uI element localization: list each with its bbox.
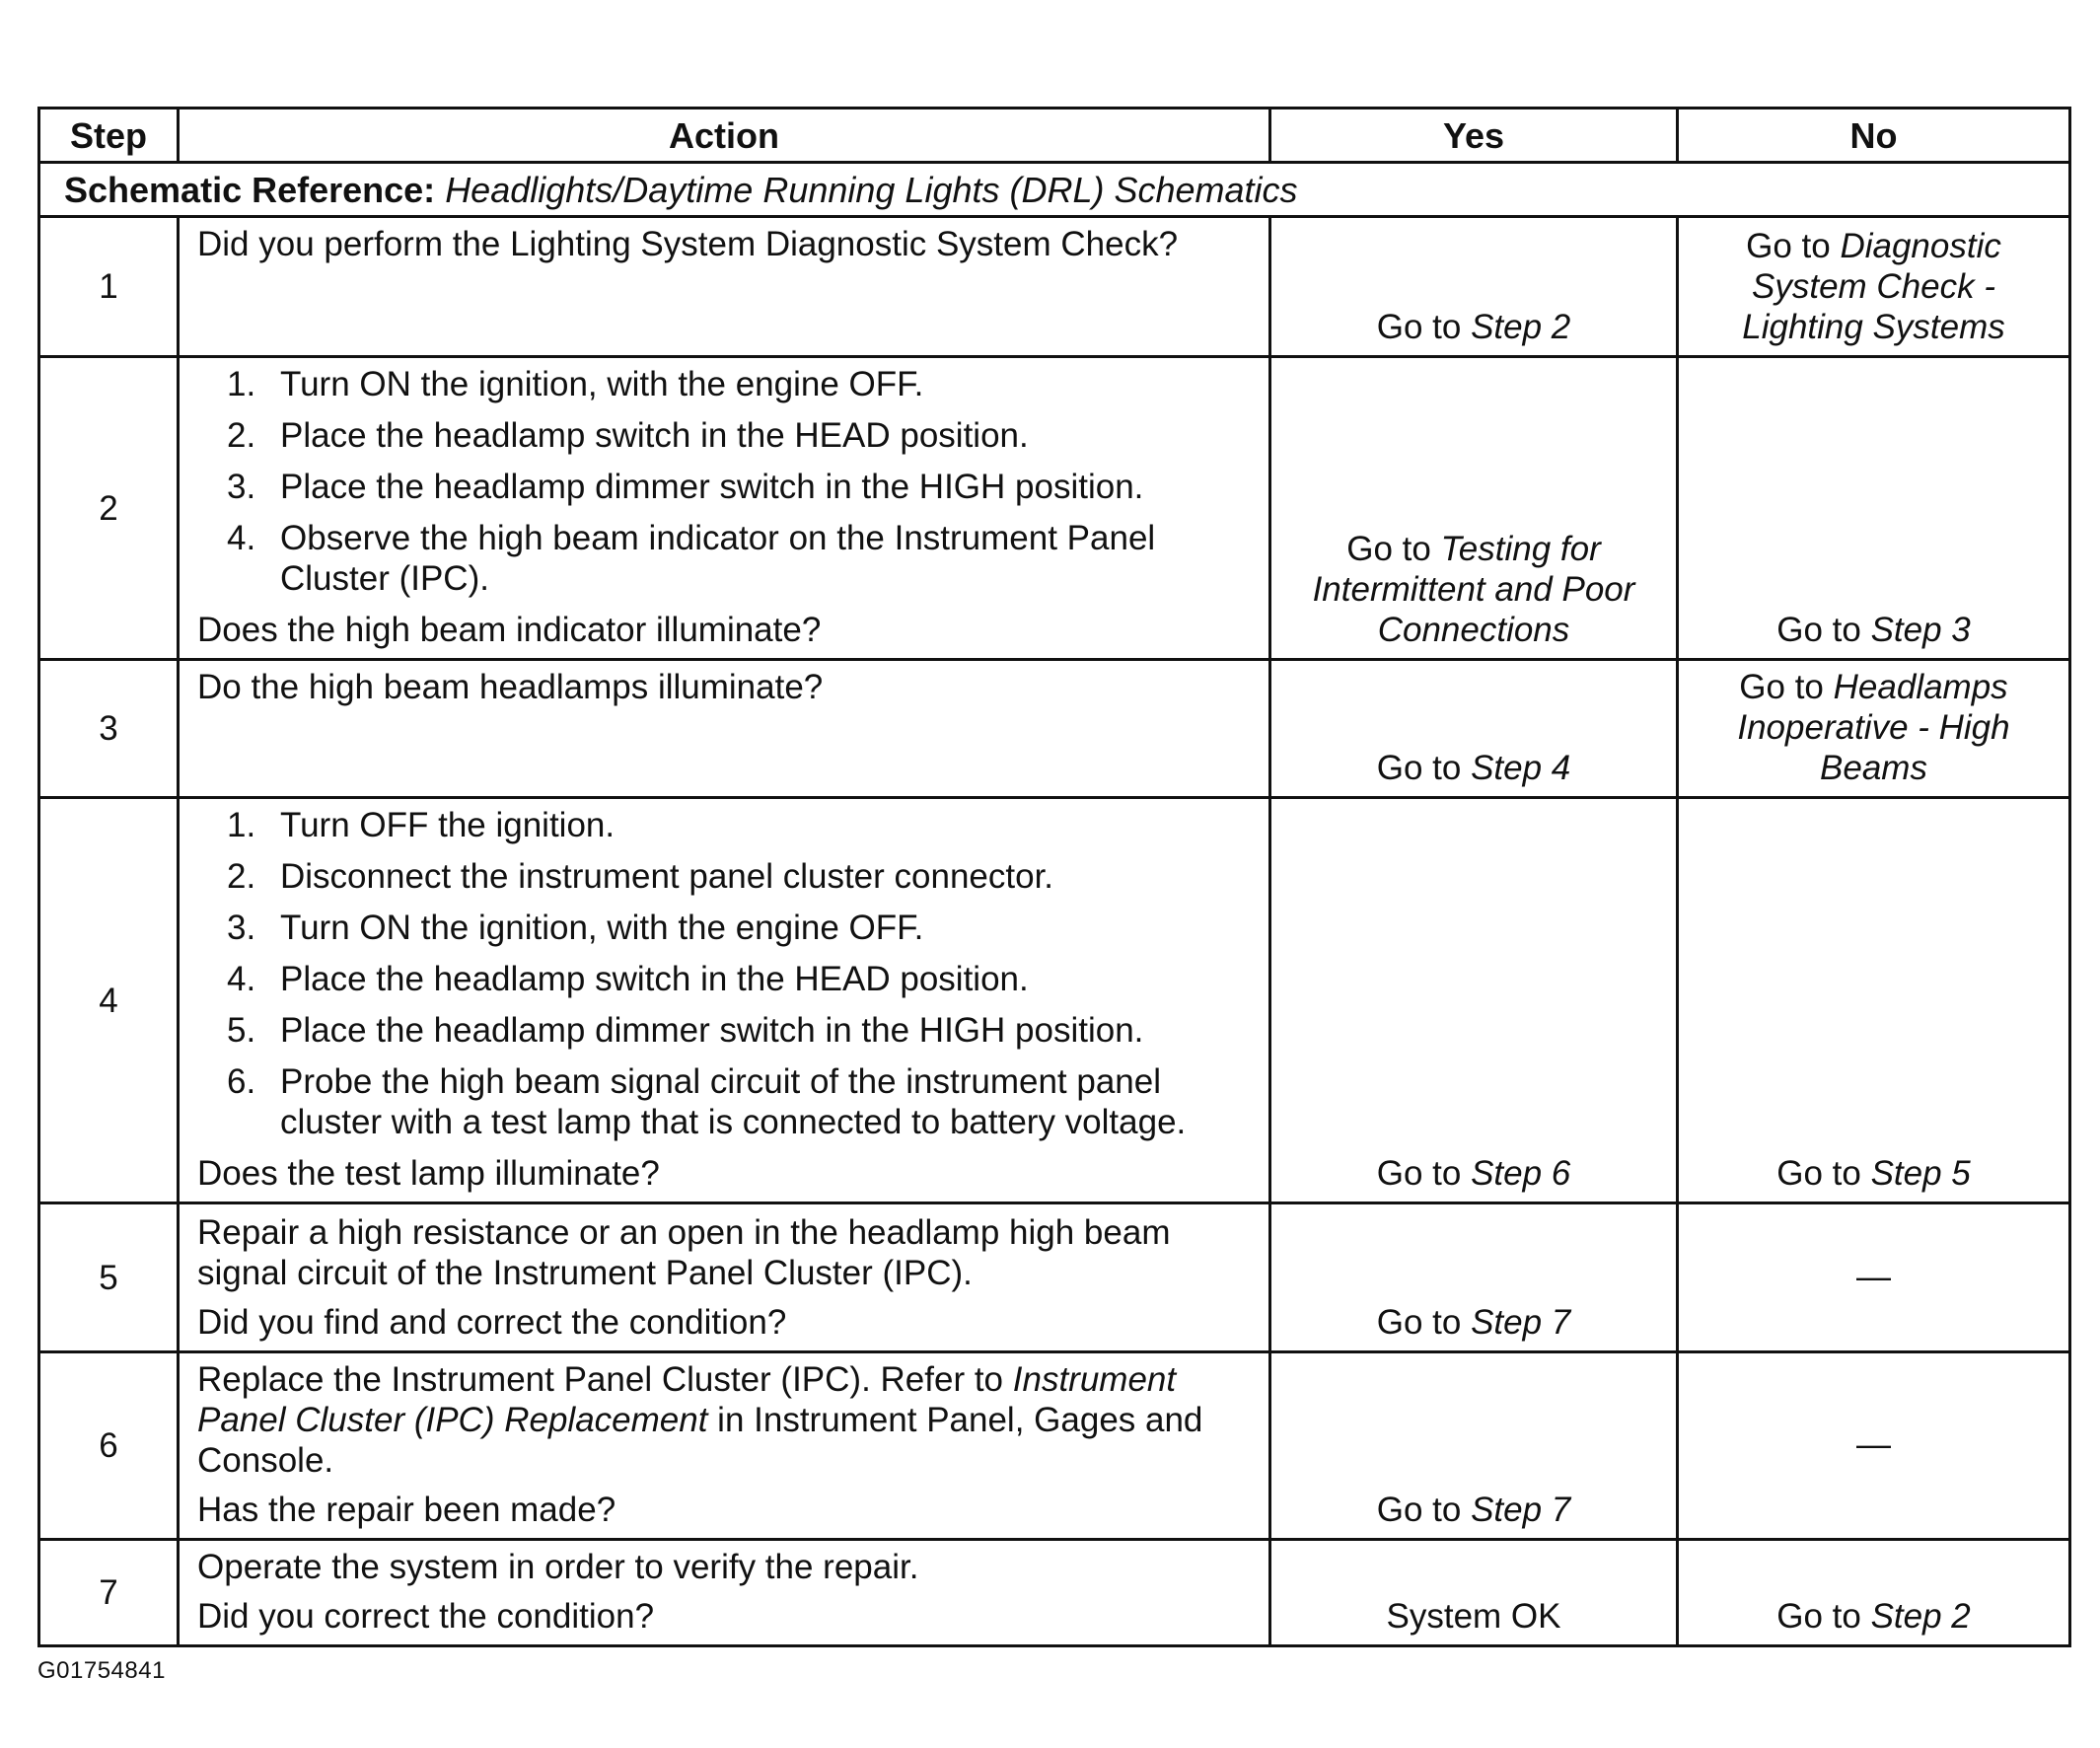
yes-reference: Step 7 [1471,1303,1571,1342]
substep-text: Place the headlamp dimmer switch in the HIGH position. [280,468,1144,506]
action-question: Has the repair been made? [197,1491,616,1529]
substep-text: Probe the high beam signal circuit of the instrument panel cluster with a test lamp that is connected to battery voltage. [280,1062,1187,1141]
no-cell [1678,217,2070,357]
action-cell [179,217,1270,357]
no-reference: Headlamps Inoperative - High Beams [1737,668,2010,787]
yes-prefix: Go to [1376,1303,1462,1342]
action-instruction: Operate the system in order to verify the repair. [197,1548,919,1586]
substep-number: 1. [227,365,256,403]
yes-cell [1270,217,1678,357]
header-step: Step [39,109,179,163]
action-question: Did you correct the condition? [197,1597,655,1636]
substep-number: 4. [227,519,256,557]
yes-cell [1270,660,1678,798]
yes-cell [1270,1203,1678,1352]
no-reference: Step 2 [1870,1597,1971,1636]
action-instruction [197,1359,1259,1481]
schematic-reference-label: Schematic Reference: [64,169,436,210]
substep-list [197,364,1259,599]
no-cell [1678,798,2070,1203]
step-number: 1 [39,217,179,357]
yes-reference: Step 2 [1471,308,1571,346]
no-reference: Step 3 [1870,611,1971,649]
substep-text: Place the headlamp dimmer switch in the HIGH position. [280,1011,1144,1050]
action-cell [179,660,1270,798]
table-row [39,798,2070,1203]
yes-prefix: Go to [1376,1154,1462,1193]
schematic-reference-value: Headlights/Daytime Running Lights (DRL) Schematics [445,169,1298,210]
substep [197,908,1259,948]
substep [197,805,1259,845]
substep-text: Disconnect the instrument panel cluster connector. [280,857,1054,896]
step-number: 7 [39,1540,179,1646]
yes-cell [1270,798,1678,1203]
substep-text: Observe the high beam indicator on the Instrument Panel Cluster (IPC). [280,519,1156,598]
substep [197,1010,1259,1051]
step-number: 2 [39,357,179,660]
step-number: 6 [39,1352,179,1540]
table-row [39,1352,2070,1540]
no-dash: — [1856,1425,1891,1464]
figure-code: G01754841 [37,1657,166,1684]
yes-cell [1270,357,1678,660]
substep-number: 3. [227,909,256,947]
spacer [197,1587,1259,1596]
header-yes: Yes [1270,109,1678,163]
yes-prefix: Go to [1346,530,1431,568]
table-row [39,660,2070,798]
schematic-reference [39,163,2070,217]
substep-number: 4. [227,960,256,998]
yes-cell [1270,1352,1678,1540]
table-row [39,1203,2070,1352]
substep-number: 2. [227,416,256,455]
yes-cell [1270,1540,1678,1646]
table-row [39,1540,2070,1646]
instruction-text: in Instrument Panel, Gages and Console. [197,1401,1203,1480]
yes-prefix: Go to [1376,1491,1462,1529]
instruction-text: Replace the Instrument Panel Cluster (IPC). Refer to [197,1360,1013,1399]
substep [197,467,1259,507]
yes-reference: Step 6 [1471,1154,1571,1193]
substep-number: 5. [227,1011,256,1050]
action-instruction: Repair a high resistance or an open in the headlamp high beam signal circuit of the Instrument Panel Cluster (IPC). [197,1213,1171,1292]
substep-text: Turn ON the ignition, with the engine OFF. [280,365,924,403]
header-row [39,109,2070,163]
substep [197,364,1259,404]
substep [197,856,1259,897]
substep [197,1061,1259,1142]
substep-number: 6. [227,1062,256,1101]
substep-number: 1. [227,806,256,844]
no-prefix: Go to [1776,1154,1861,1193]
action-question: Does the high beam indicator illuminate? [197,611,822,649]
yes-reference: Step 4 [1471,749,1571,787]
action-cell [179,798,1270,1203]
yes-result: System OK [1386,1597,1561,1636]
substep [197,518,1259,599]
substep-text: Place the headlamp switch in the HEAD position. [280,416,1029,455]
no-reference: Diagnostic System Check - Lighting Systems [1742,227,2005,346]
step-number: 4 [39,798,179,1203]
substep-text: Turn ON the ignition, with the engine OFF. [280,909,924,947]
schematic-reference-row [39,163,2070,217]
header-action: Action [179,109,1270,163]
diagnostic-table [37,107,2071,1647]
substep-number: 3. [227,468,256,506]
diagnostic-table-container [37,107,2068,1647]
no-cell [1678,1352,2070,1540]
no-cell [1678,357,2070,660]
substep [197,415,1259,456]
header-no: No [1678,109,2070,163]
yes-reference: Step 7 [1471,1491,1571,1529]
yes-prefix: Go to [1376,308,1462,346]
action-question: Did you find and correct the condition? [197,1303,787,1342]
substep-text: Place the headlamp switch in the HEAD position. [280,960,1029,998]
substep [197,959,1259,999]
substep-list [197,805,1259,1142]
yes-prefix: Go to [1376,749,1462,787]
substep-text: Turn OFF the ignition. [280,806,616,844]
action-question: Do the high beam headlamps illuminate? [197,668,824,706]
substep-number: 2. [227,857,256,896]
table-row [39,217,2070,357]
no-prefix: Go to [1746,227,1831,265]
yes-reference: Testing for Intermittent and Poor Connections [1312,530,1635,649]
table-row [39,357,2070,660]
action-cell [179,1203,1270,1352]
action-question: Does the test lamp illuminate? [197,1154,660,1193]
spacer [197,1481,1259,1490]
no-reference: Step 5 [1870,1154,1971,1193]
step-number: 5 [39,1203,179,1352]
no-prefix: Go to [1776,1597,1861,1636]
no-cell [1678,1203,2070,1352]
instruction-reference: Instrument Panel Cluster (IPC) Replacement [197,1360,1177,1439]
no-cell [1678,1540,2070,1646]
spacer [197,1293,1259,1302]
action-cell [179,1352,1270,1540]
no-dash: — [1856,1257,1891,1296]
no-prefix: Go to [1776,611,1861,649]
no-prefix: Go to [1739,668,1824,706]
action-question: Did you perform the Lighting System Diagnostic System Check? [197,225,1179,263]
step-number: 3 [39,660,179,798]
no-cell [1678,660,2070,798]
action-cell [179,1540,1270,1646]
action-cell [179,357,1270,660]
